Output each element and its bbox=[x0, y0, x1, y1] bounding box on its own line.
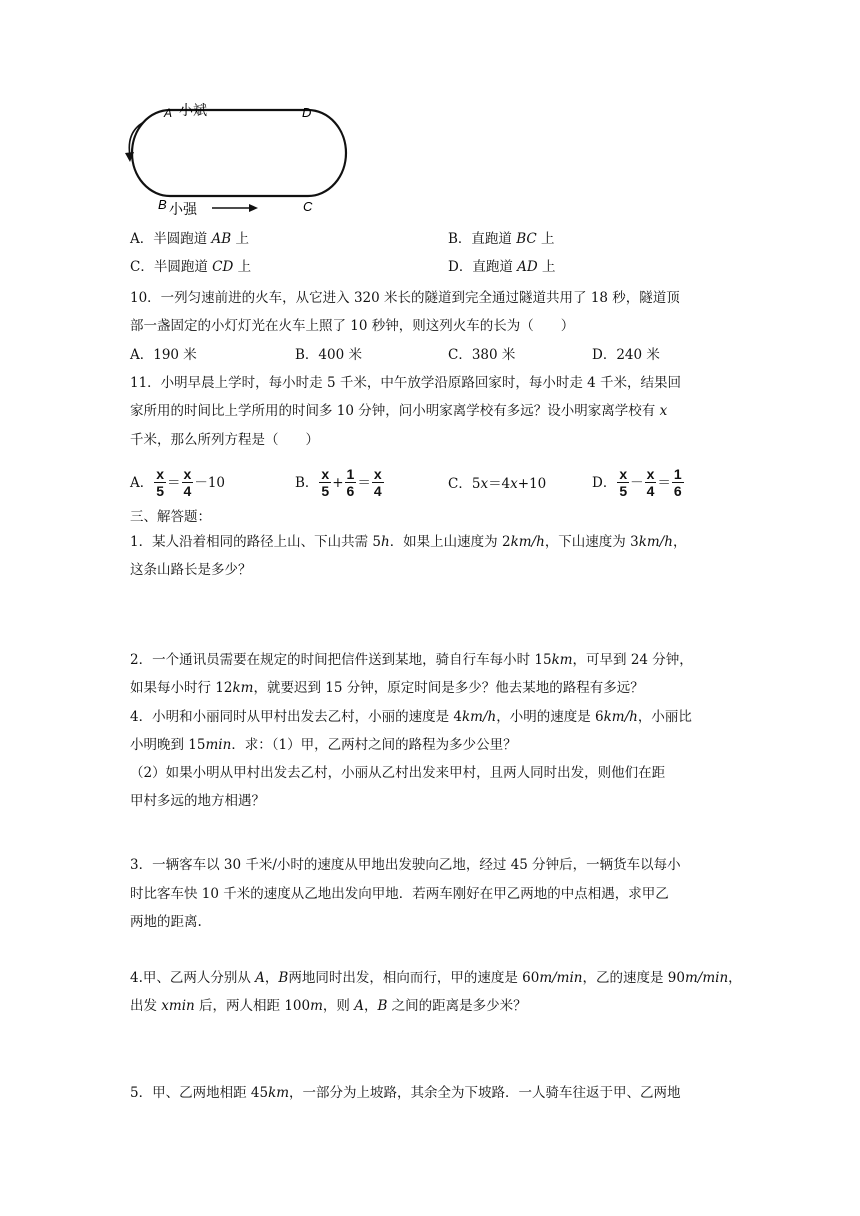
fraction: $\frac{x}{5}$ bbox=[156, 466, 165, 499]
section-heading: 三、解答题： bbox=[130, 509, 211, 525]
q9-option-b: B．直跑道 BC 上 bbox=[448, 231, 555, 247]
label-c: C bbox=[303, 199, 313, 214]
q9-option-d: D．直跑道 AD 上 bbox=[448, 259, 556, 275]
fraction: $\frac{x}{4}$ bbox=[183, 466, 192, 499]
fraction: $\frac{x}{4}$ bbox=[646, 466, 655, 499]
p1-line-1: 1．某人沿着相同的路径上山、下山共需 5h．如果上山速度为 2km/h，下山速度为 3km/h， bbox=[130, 534, 687, 550]
q10-line-1: 10．一列匀速前进的火车，从它进入 320 米长的隧道到完全通过隧道共用了 18 秒，隧道顶 bbox=[130, 290, 680, 306]
q10-option-b: B．400 米 bbox=[295, 347, 362, 363]
q11-line-3: 千米，那么所列方程是（ ） bbox=[130, 432, 319, 448]
q11-option-d: D． $\frac{x}{5}$ － $\frac{x}{4}$ ＝ $\frac{1}{6}$ bbox=[592, 466, 682, 499]
label-a: A bbox=[164, 106, 173, 120]
p4a-line-1: 4．小明和小丽同时从甲村出发去乙村，小丽的速度是 4km/h，小明的速度是 6km/h，小丽比 bbox=[130, 709, 692, 725]
p4a-line-4: 甲村多远的地方相遇？ bbox=[130, 793, 265, 809]
p4a-line-3: （2）如果小明从甲村出发去乙村，小丽从乙村出发来甲村，且两人同时出发，则他们在距 bbox=[130, 765, 666, 781]
fraction: $\frac{1}{6}$ bbox=[346, 466, 355, 499]
q11-option-c: C．5x＝4x+10 bbox=[448, 476, 547, 492]
q10-option-a: A．190 米 bbox=[130, 347, 197, 363]
p1-line-2: 这条山路长是多少？ bbox=[130, 562, 252, 578]
q10-line-2: 部一盏固定的小灯灯光在火车上照了 10 秒钟，则这列火车的长为（ ） bbox=[130, 318, 575, 334]
p4b-line-2: 出发 xmin 后，两人相距 100m，则 A，B 之间的距离是多少米？ bbox=[130, 998, 527, 1014]
p4b-line-1: 4.甲、乙两人分别从 A，B两地同时出发，相向而行，甲的速度是 60m/min，乙的速度是 90m/min， bbox=[130, 970, 742, 986]
arrow-head-right-icon bbox=[249, 204, 258, 212]
p3-line-3: 两地的距离. bbox=[130, 914, 202, 930]
q11-line-1: 11．小明早晨上学时，每小时走 5 千米，中午放学沿原路回家时，每小时走 4 千米，结果回 bbox=[130, 375, 682, 391]
fraction: $\frac{x}{5}$ bbox=[321, 466, 330, 499]
q9-option-a: A．半圆跑道 AB 上 bbox=[130, 231, 250, 247]
fraction: $\frac{x}{4}$ bbox=[373, 466, 382, 499]
q11-option-a: A． $\frac{x}{5}$ ＝ $\frac{x}{4}$ －10 bbox=[130, 466, 226, 499]
p3-line-2: 时比客车快 10 千米的速度从乙地出发向甲地．若两车刚好在甲乙两地的中点相遇，求甲乙 bbox=[130, 886, 669, 902]
p4a-line-2: 小明晚到 15min．求：（1）甲，乙两村之间的路程为多少公里？ bbox=[130, 737, 517, 753]
q10-option-c: C．380 米 bbox=[448, 347, 516, 363]
track-outline bbox=[132, 110, 346, 196]
p3-line-1: 3．一辆客车以 30 千米/小时的速度从甲地出发驶向乙地，经过 45 分钟后，一辆货车以每小 bbox=[130, 857, 681, 873]
p2-line-1: 2．一个通讯员需要在规定的时间把信件送到某地，骑自行车每小时 15km，可早到 24 分钟， bbox=[130, 652, 693, 668]
q11-line-2: 家所用的时间比上学所用的时间多 10 分钟，问小明家离学校有多远？设小明家离学校有 x bbox=[130, 403, 668, 419]
name-xiaoqiang: 小强 bbox=[169, 201, 197, 217]
fraction: $\frac{1}{6}$ bbox=[673, 466, 682, 499]
p2-line-2: 如果每小时行 12km，就要迟到 15 分钟，原定时间是多少？他去某地的路程有多远？ bbox=[130, 680, 644, 696]
label-d: D bbox=[302, 105, 312, 120]
q9-option-c: C．半圆跑道 CD 上 bbox=[130, 259, 252, 275]
name-xiaobin: 小斌 bbox=[179, 102, 207, 118]
q10-option-d: D．240 米 bbox=[592, 347, 660, 363]
label-b: B bbox=[158, 197, 167, 212]
p5-line-1: 5．甲、乙两地相距 45km，一部分为上坡路，其余全为下坡路．一人骑车往返于甲、乙两地 bbox=[130, 1085, 681, 1101]
q11-option-b: B． $\frac{x}{5}$ + $\frac{1}{6}$ ＝ $\frac{x}{4}$ bbox=[295, 466, 382, 499]
track-figure bbox=[118, 98, 358, 218]
fraction: $\frac{x}{5}$ bbox=[619, 466, 628, 499]
